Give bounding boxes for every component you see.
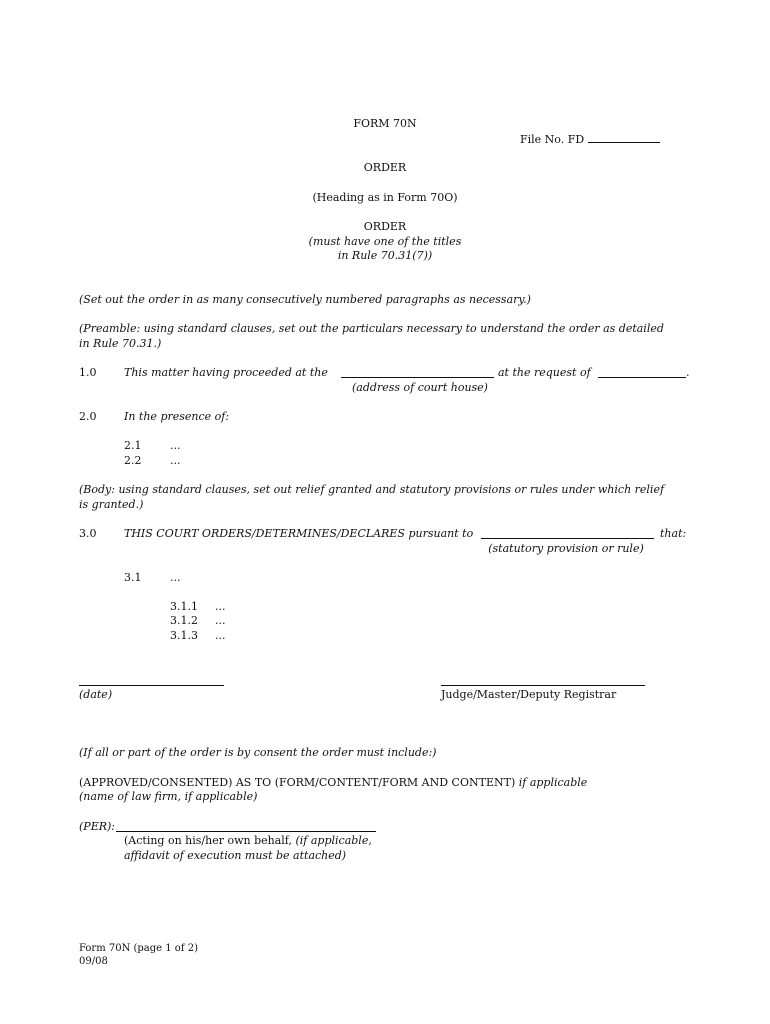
body-line2: is granted.) [79,498,144,511]
approved-consented-line [79,776,587,790]
titles-note-line1: (must have one of the titles [308,235,462,248]
statutory-caption: (statutory provision or rule) [488,542,644,555]
heading-note: (Heading as in Form 70O) [312,191,458,204]
preamble-line2: in Rule 70.31.) [79,337,162,350]
sub-item-text: ... [170,439,181,452]
sub-item-text: ... [170,454,181,467]
sub-item-text: ... [170,571,181,584]
file-no-blank[interactable] [588,132,660,143]
approved-applicable: if applicable [518,776,588,789]
preamble-line1: (Preamble: using standard clauses, set out the particulars necessary to understand the order as detailed [79,322,664,335]
file-no-label: File No. FD [520,133,585,146]
per-signature-line[interactable] [116,831,376,832]
sub-sub-item-number: 3.1.3 [170,629,198,642]
paragraph-1-period: . [686,366,690,379]
order-title: ORDER [363,220,407,233]
request-of-text: at the request of [498,366,591,379]
approved-text: (APPROVED/CONSENTED) AS TO (FORM/CONTENT/FORM AND CONTENT) [79,776,516,789]
judge-signature-line[interactable] [441,685,645,686]
date-label: (date) [79,688,113,701]
date-signature-line[interactable] [79,685,224,686]
court-orders-text: THIS COURT ORDERS/DETERMINES/DECLARES pursuant to [124,527,474,540]
sub-sub-item-text: ... [215,600,226,613]
sub-sub-item-number: 3.1.1 [170,600,198,613]
acting-text: (Acting on his/her own behalf, [124,834,292,847]
judge-label: Judge/Master/Deputy Registrar [441,688,617,701]
statutory-provision-blank[interactable] [481,538,654,539]
file-number [520,132,660,147]
sub-sub-item-number: 3.1.2 [170,614,198,627]
order-label: ORDER [363,161,407,174]
acting-line1 [124,834,372,848]
law-firm-note: (name of law firm, if applicable) [79,790,258,803]
sub-item-number: 3.1 [124,571,142,584]
court-house-caption: (address of court house) [352,381,488,394]
sub-item-number: 2.2 [124,454,142,467]
requester-blank[interactable] [598,377,686,378]
acting-applicable: (if applicable, [295,834,372,847]
paragraph-number: 2.0 [79,410,97,423]
set-out-instruction: (Set out the order in as many consecutively numbered paragraphs as necessary.) [79,293,531,306]
acting-line2: affidavit of execution must be attached) [124,849,347,862]
footer-date-code: 09/08 [79,956,108,967]
consent-intro: (If all or part of the order is by consent the order must include:) [79,746,437,759]
sub-item-number: 2.1 [124,439,142,452]
sub-sub-item-text: ... [215,629,226,642]
form-title: FORM 70N [353,117,417,130]
sub-sub-item-text: ... [215,614,226,627]
presence-of-text: In the presence of: [124,410,230,423]
court-house-address-blank[interactable] [341,377,494,378]
paragraph-1-text: This matter having proceeded at the [124,366,328,379]
paragraph-number: 3.0 [79,527,97,540]
titles-note-line2: in Rule 70.31(7)) [337,249,433,262]
that-text: that: [660,527,687,540]
per-label: (PER): [79,820,116,833]
footer-page-info: Form 70N (page 1 of 2) [79,943,198,954]
paragraph-number: 1.0 [79,366,97,379]
body-line1: (Body: using standard clauses, set out relief granted and statutory provisions or rules under which relief [79,483,665,496]
